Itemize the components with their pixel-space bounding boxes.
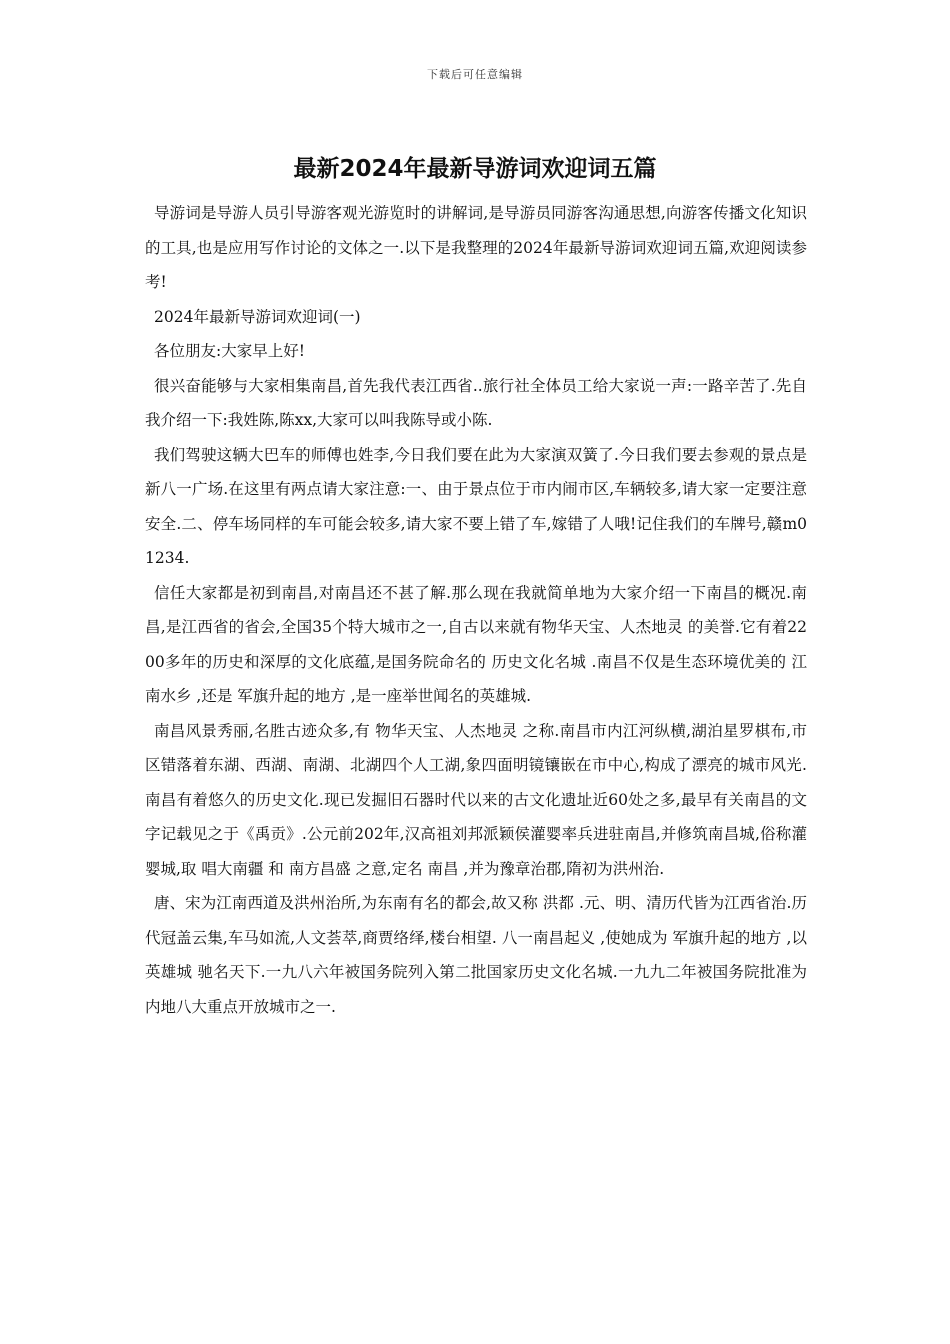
intro-paragraph: 导游词是导游人员引导游客观光游览时的讲解词,是导游员同游客沟通思想,向游客传播文化知识的工具,也是应用写作讨论的文体之一.以下是我整理的2024年最新导游词欢迎词五篇,欢迎阅读参考!: [145, 204, 807, 291]
body-paragraph: 我们驾驶这辆大巴车的师傅也姓李,今日我们要在此为大家演双簧了.今日我们要去参观的景点是新八一广场.在这里有两点请大家注意:一、由于景点位于市内闹市区,车辆较多,请大家一定要注意安全.二、停车场同样的车可能会较多,请大家不要上错了车,嫁错了人哦!记住我们的车牌号,赣m01234.: [145, 445, 807, 567]
greeting-paragraph: 各位朋友:大家早上好!: [154, 342, 305, 360]
document-body: [145, 196, 807, 1024]
document-title: 最新2024年最新导游词欢迎词五篇: [293, 156, 657, 182]
body-paragraph: 南昌风景秀丽,名胜古迹众多,有 物华天宝、人杰地灵 之称.南昌市内江河纵横,湖泊星罗棋布,市区错落着东湖、西湖、南湖、北湖四个人工湖,象四面明镜镶嵌在市中心,构成了漂亮的城市风光.南昌有着悠久的历史文化.现已发掘旧石器时代以来的古文化遗址近60处之多,最早有关南昌的文字记载见之于《禹贡》.公元前202年,汉高祖刘邦派颖侯灌婴率兵进驻南昌,并修筑南昌城,俗称灌婴城,取 唱大南疆 和 南方昌盛 之意,定名 南昌 ,并为豫章治郡,隋初为洪州治.: [145, 721, 807, 878]
body-paragraph: 很兴奋能够与大家相集南昌,首先我代表江西省..旅行社全体员工给大家说一声:一路辛苦了.先自我介绍一下:我姓陈,陈xx,大家可以叫我陈导或小陈.: [145, 376, 807, 429]
section-heading: 2024年最新导游词欢迎词(一): [154, 307, 361, 326]
page-header-note: 下载后可任意编辑: [427, 68, 523, 81]
body-paragraph: 信任大家都是初到南昌,对南昌还不甚了解.那么现在我就简单地为大家介绍一下南昌的概况.南昌,是江西省的省会,全国35个特大城市之一,自古以来就有物华天宝、人杰地灵 的美誉.它有着2200多年的历史和深厚的文化底蕴,是国务院命名的 历史文化名城 .南昌不仅是生态环境优美的 江南水乡 ,还是 军旗升起的地方 ,是一座举世闻名的英雄城.: [145, 583, 807, 705]
body-paragraph: 唐、宋为江南西道及洪州治所,为东南有名的都会,故又称 洪都 .元、明、清历代皆为江西省治.历代冠盖云集,车马如流,人文荟萃,商贾络绎,楼台相望. 八一南昌起义 ,使她成为 军旗升起的地方 ,以 英雄城 驰名天下.一九八六年被国务院列入第二批国家历史文化名城.一九九二年被国务院批准为内地八大重点开放城市之一.: [145, 894, 807, 1016]
